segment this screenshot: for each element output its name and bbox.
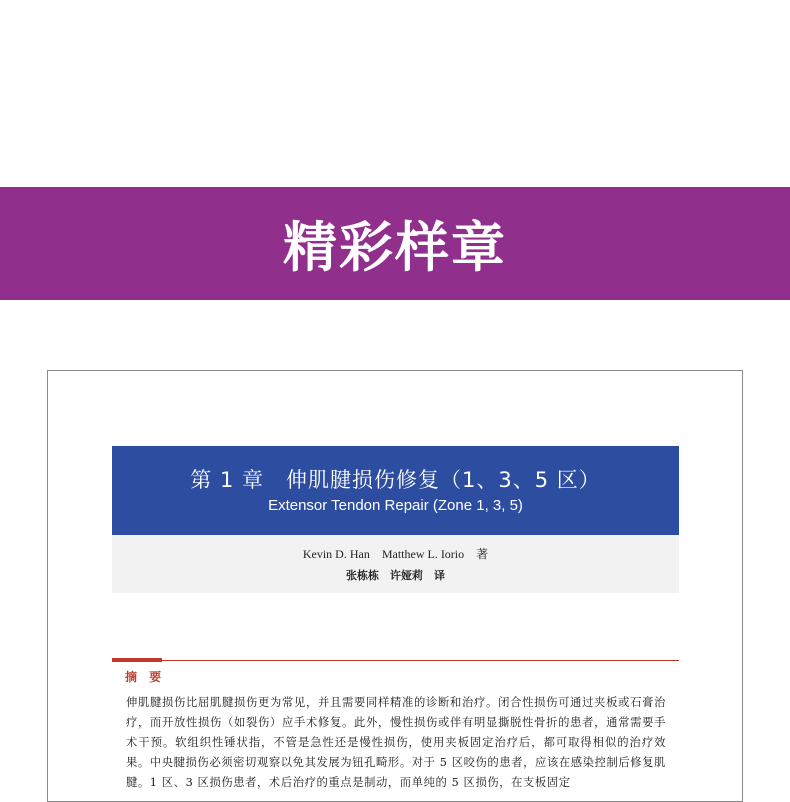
sample-page	[47, 370, 743, 802]
chapter-title-cn: 第 1 章 伸肌腱损伤修复（1、3、5 区）	[190, 468, 601, 492]
banner-title: 精彩样章	[283, 216, 507, 279]
chapter-title-en: Extensor Tendon Repair (Zone 1, 3, 5)	[268, 497, 523, 514]
sample-chapter-banner	[0, 187, 790, 300]
abstract-divider	[112, 660, 679, 661]
authors: Kevin D. Han Matthew L. Iorio 著	[302, 547, 489, 561]
abstract-heading: 摘 要	[125, 670, 166, 684]
translators: 张栋栋 许娅莉 译	[346, 569, 445, 582]
authors-box	[112, 535, 679, 593]
abstract-text: 伸肌腱损伤比屈肌腱损伤更为常见，并且需要同样精准的诊断和治疗。闭合性损伤可通过夹板或石膏治疗，而开放性损伤（如裂伤）应手术修复。此外，慢性损伤或伴有明显撕脱性骨折的患者，通常需要手术干预。软组织性锤状指，不管是急性还是慢性损伤，使用夹板固定治疗后，都可取得相似的治疗效果。中央腱损伤必须密切观察以免其发展为钮孔畸形。对于 5 区咬伤的患者，应该在感染控制后修复肌腱。1 区、3 区损伤患者，术后治疗的重点是制动，而单纯的 5 区损伤，在支板固定	[126, 696, 666, 789]
chapter-header	[112, 446, 679, 535]
abstract-tab-marker	[112, 658, 162, 662]
